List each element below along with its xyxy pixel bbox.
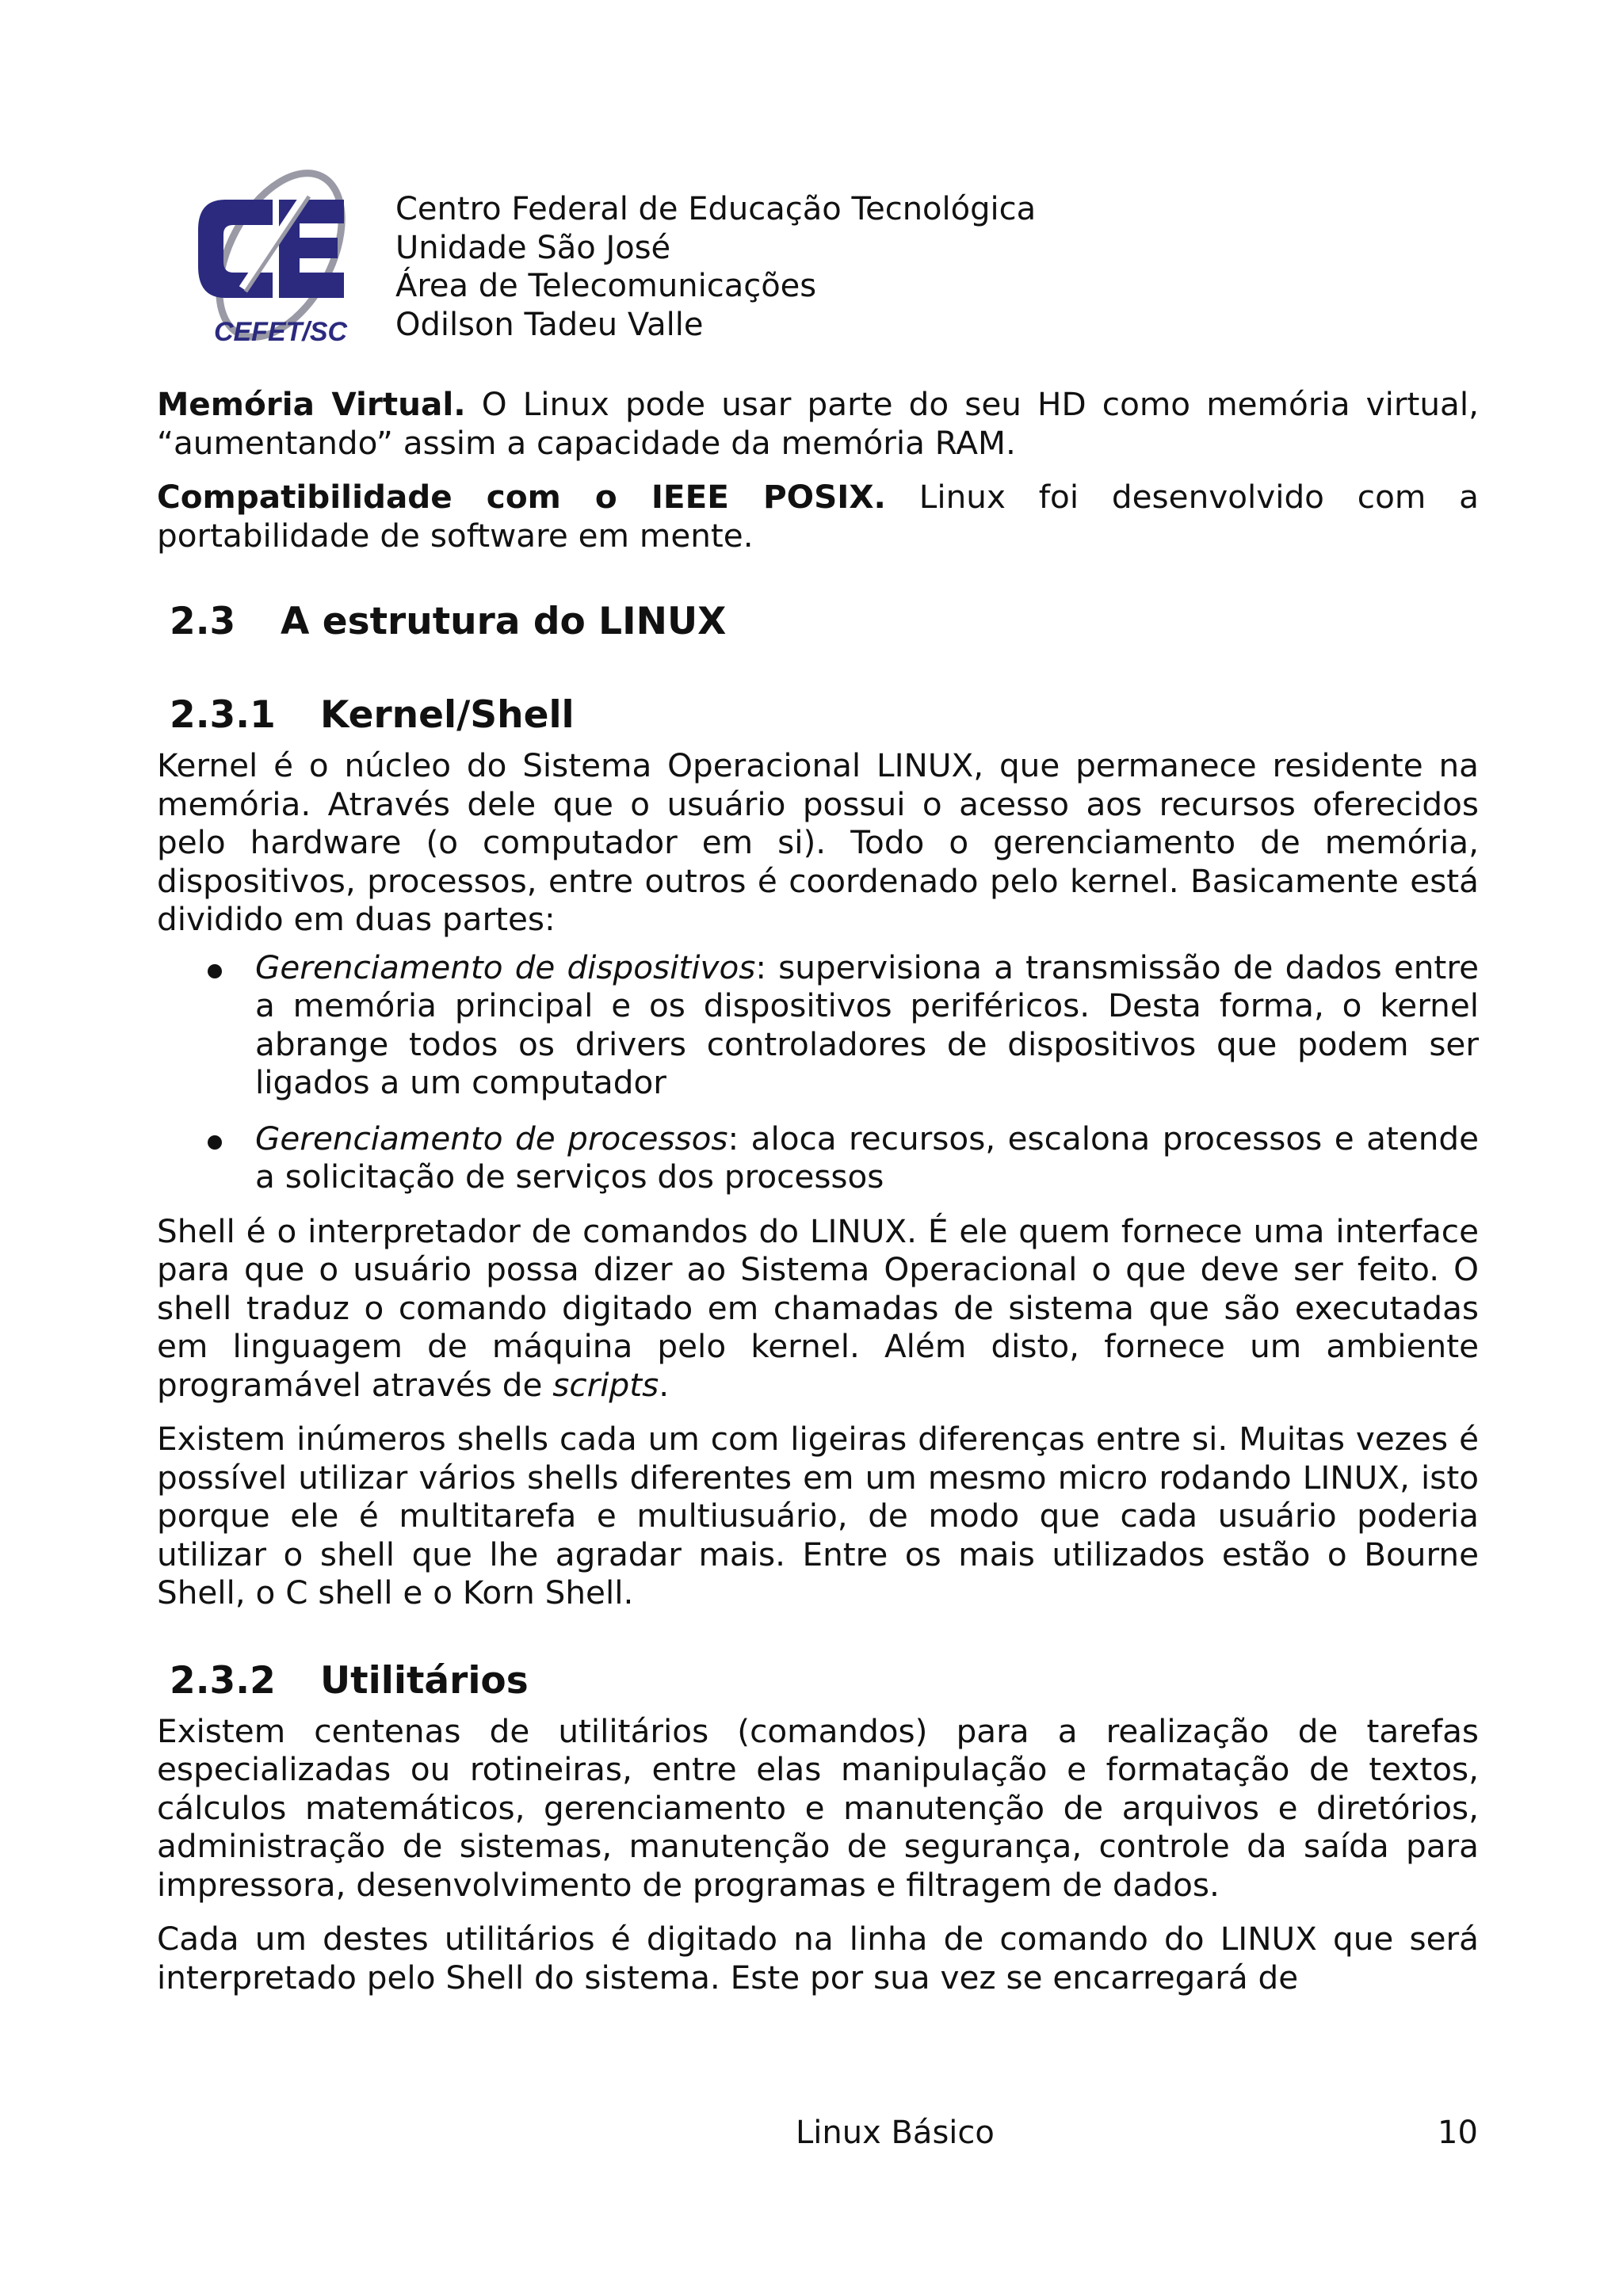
- feature-paragraph: [157, 385, 1479, 462]
- scripts-term: scripts: [552, 1365, 659, 1404]
- bullet-text: : aloca recursos, escalona processos e atende a solicitação de serviços dos processos: [255, 1119, 1479, 1196]
- subsection-heading: [170, 692, 1479, 738]
- section-number: 2.3: [170, 600, 236, 643]
- author-line: Odilson Tadeu Valle: [395, 306, 704, 343]
- section-heading: [170, 599, 1479, 645]
- subsection-title: Utilitários: [320, 1658, 529, 1703]
- feature-text: O Linux pode usar parte do seu HD como memória virtual, “aumentando” assim a capacidade da memória RAM.: [157, 385, 1479, 462]
- institution-block: [395, 190, 1036, 344]
- institution-line: Centro Federal de Educação Tecnológica: [395, 191, 1037, 227]
- bullet-icon: [208, 964, 222, 978]
- shell-text: Shell é o interpretador de comandos do LINUX. É ele quem fornece uma interface para que o usuário possa dizer ao Sistema Operacional o que deve ser feito. O shell traduz o comando digitado em chamadas de sistema que são executadas em linguagem de máquina pelo kernel. Além disto, fornece um ambiente programável através de: [157, 1211, 1479, 1404]
- bullet-text: : supervisiona a transmissão de dados entre a memória principal e os dispositivos periféricos. Desta forma, o kernel abrange todos os drivers controladores de dispositivos que podem ser ligados a um computador: [255, 948, 1479, 1101]
- subsection-title: Kernel/Shell: [320, 693, 575, 737]
- body-paragraph: Existem centenas de utilitários (comandos) para a realização de tarefas especializadas ou rotineiras, entre elas manipulação e formatação de textos, cálculos matemáticos, gerenciamento e manutenção de arquivos e diretórios, administração de sistemas, manutenção de segurança, controle da saída para impressora, desenvolvimento de programas e filtragem de dados.: [157, 1711, 1479, 1904]
- logo-text: CEFET/SC: [213, 317, 348, 347]
- body-paragraph: Existem inúmeros shells cada um com ligeiras diferenças entre si. Muitas vezes é possível utilizar vários shells diferentes em um mesmo micro rodando LINUX, isto porque ele é multitarefa e multiusuário, de modo que cada usuário poderia utilizar o shell que lhe agradar mais. Entre os mais utilizados estão o Bourne Shell, o C shell e o Korn Shell.: [157, 1420, 1479, 1611]
- feature-paragraph: [157, 478, 1479, 555]
- section-title: A estrutura do LINUX: [281, 600, 727, 643]
- main-content: [157, 385, 1479, 1997]
- body-paragraph: Kernel é o núcleo do Sistema Operacional LINUX, que permanece residente na memória. Através dele que o usuário possui o acesso aos recursos oferecidos pelo hardware (o computador em si). Todo o gerenciamento de memória, dispositivos, processos, entre outros é coordenado pelo kernel. Basicamente está dividido em duas partes:: [157, 746, 1479, 938]
- cefet-logo: [187, 162, 377, 352]
- bullet-icon: [208, 1135, 222, 1150]
- feature-term: Memória Virtual.: [157, 385, 466, 423]
- bullet-list: [157, 948, 1479, 1196]
- shell-text-end: .: [659, 1365, 670, 1404]
- list-item: [157, 1119, 1479, 1196]
- list-item: [157, 948, 1479, 1102]
- feature-term: Compatibilidade com o IEEE POSIX.: [157, 478, 886, 516]
- bullet-term: Gerenciamento de dispositivos: [255, 948, 756, 986]
- body-paragraph: [157, 1212, 1479, 1405]
- institution-line: Área de Telecomunicações: [395, 268, 817, 304]
- institution-line: Unidade São José: [395, 229, 671, 266]
- subsection-number: 2.3.2: [170, 1658, 276, 1703]
- subsection-number: 2.3.1: [170, 693, 276, 737]
- body-paragraph: Cada um destes utilitários é digitado na linha de comando do LINUX que será interpretado pelo Shell do sistema. Este por sua vez se encarregará de: [157, 1920, 1479, 1997]
- page-number: 10: [1438, 2115, 1478, 2151]
- footer-title: Linux Básico: [796, 2115, 995, 2151]
- subsection-heading: [170, 1658, 1479, 1704]
- bullet-term: Gerenciamento de processos: [255, 1119, 728, 1158]
- feature-text: Linux foi desenvolvido com a portabilidade de software em mente.: [157, 478, 1479, 555]
